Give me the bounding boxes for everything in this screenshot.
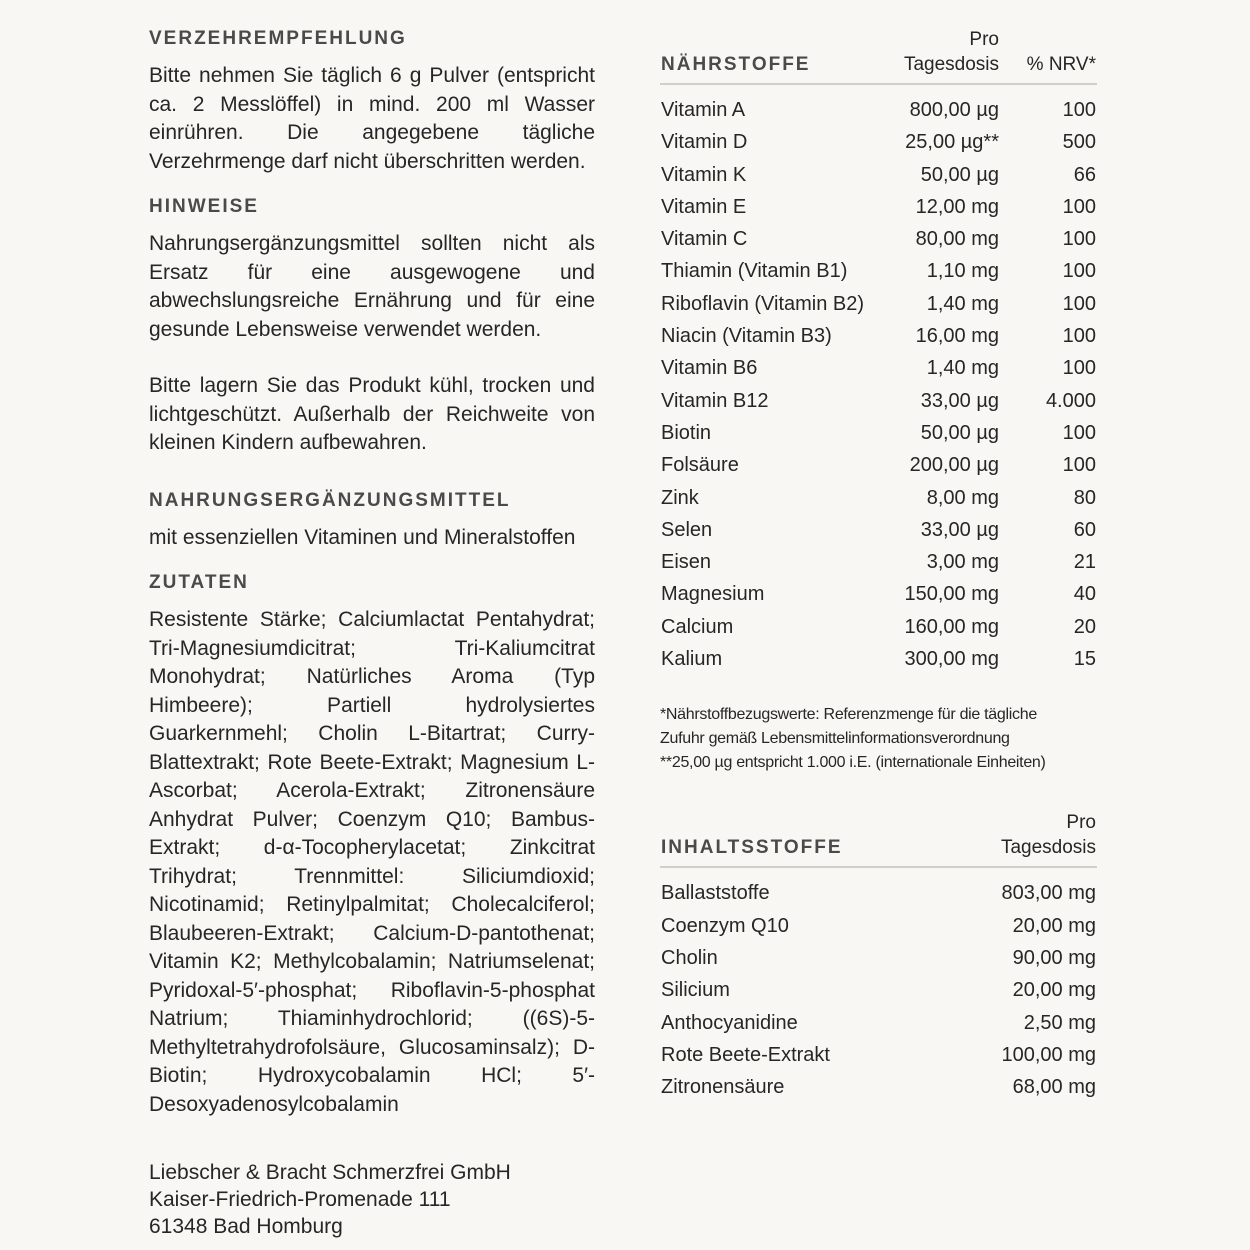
nutrients-footnotes <box>660 703 1097 775</box>
ingredient-row <box>660 1007 1097 1039</box>
left-column <box>149 26 595 1240</box>
nutrient-dose: 800,00 µg <box>909 99 999 121</box>
nutrient-nrv: 100 <box>1062 325 1096 348</box>
nutrient-row <box>660 223 1097 255</box>
nutrient-row <box>660 449 1097 481</box>
nutrient-nrv: 100 <box>1062 260 1096 283</box>
right-column <box>660 26 1097 1103</box>
nutrient-nrv: 100 <box>1062 421 1096 444</box>
ingredient-row <box>660 1071 1097 1103</box>
nutrient-nrv: 100 <box>1062 454 1096 477</box>
nutrient-nrv: 21 <box>1073 551 1096 574</box>
footnote-line-3: **25,00 µg entspricht 1.000 i.E. (internationale Einheiten) <box>660 754 1046 772</box>
ingredients-table-body <box>660 867 1097 1103</box>
col-dose-line1: Pro <box>969 29 999 50</box>
ingredient-name: Cholin <box>661 946 718 969</box>
nutrient-dose: 1,40 mg <box>926 292 999 315</box>
nutrient-row <box>660 352 1097 384</box>
nutrient-name: Riboflavin (Vitamin B2) <box>661 292 865 315</box>
nutrient-dose: 50,00 µg <box>920 163 999 186</box>
nutrient-dose: 150,00 mg <box>904 583 999 606</box>
heading-hinweise: HINWEISE <box>149 196 259 217</box>
nutrient-name: Calcium <box>661 615 734 638</box>
nutrient-nrv: 40 <box>1073 583 1096 606</box>
nutrient-name: Vitamin B12 <box>661 389 769 412</box>
col-nrv-header: % NRV* <box>1000 26 1097 84</box>
ingredient-dose: 20,00 mg <box>1012 979 1096 1002</box>
nutrient-dose: 8,00 mg <box>926 486 999 509</box>
nutrient-name: Niacin (Vitamin B3) <box>661 325 832 348</box>
nutrient-name: Biotin <box>661 421 712 444</box>
ingredient-dose: 2,50 mg <box>1023 1011 1096 1034</box>
col-dose-line2: Tagesdosis <box>1000 837 1096 859</box>
col-dose-header <box>892 26 1000 84</box>
nutrients-table-body <box>660 84 1097 675</box>
nutrient-nrv: 15 <box>1073 648 1096 671</box>
nutrient-row <box>660 159 1097 191</box>
notice-text-1: Nahrungsergänzungsmittel sollten nicht als Ersatz für eine ausgewogene und abwechslungsreiche Ernährung und für eine gesunde Lebensweise verwendet werden. <box>149 232 595 341</box>
nutrient-nrv: 100 <box>1062 357 1096 380</box>
nutrient-nrv: 100 <box>1062 228 1096 251</box>
ingredient-name: Ballaststoffe <box>661 882 770 905</box>
ingredient-dose: 90,00 mg <box>1012 946 1096 969</box>
footnote-line-2: Zufuhr gemäß Lebensmittelinformationsverordnung <box>660 730 1010 748</box>
nutrient-row <box>660 643 1097 675</box>
ingredient-name: Coenzym Q10 <box>661 914 789 937</box>
ingredient-dose: 20,00 mg <box>1012 914 1096 937</box>
nutrient-nrv: 500 <box>1062 131 1096 154</box>
nutrient-row <box>660 320 1097 352</box>
nutrients-table-header <box>660 26 1097 84</box>
nutrient-dose: 33,00 µg <box>920 389 999 412</box>
heading-verzehrempfehlung: VERZEHREMPFEHLUNG <box>149 28 407 49</box>
manufacturer-address <box>149 1159 595 1240</box>
notice-text-2: Bitte lagern Sie das Produkt kühl, trocken und lichtgeschützt. Außerhalb der Reichweite von kleinen Kindern aufbewahren. <box>149 374 595 454</box>
nutrient-dose: 1,10 mg <box>926 260 999 283</box>
ingredient-name: Anthocyanidine <box>661 1011 798 1034</box>
nutrient-nrv: 66 <box>1073 163 1096 186</box>
nutrient-dose: 25,00 µg** <box>905 131 999 154</box>
nutrient-row <box>660 84 1097 126</box>
nutrient-name: Zink <box>661 486 699 509</box>
nutrient-nrv: 20 <box>1073 615 1096 638</box>
nutrient-name: Vitamin K <box>661 163 747 186</box>
nutrient-row <box>660 255 1097 287</box>
street-address: Kaiser-Friedrich-Promenade 111 <box>149 1188 451 1211</box>
nutrient-nrv: 80 <box>1073 486 1096 509</box>
nutrient-name: Selen <box>661 518 713 541</box>
nutrient-row <box>660 288 1097 320</box>
ingredient-dose: 68,00 mg <box>1012 1076 1096 1099</box>
ingredient-name: Zitronensäure <box>661 1076 785 1099</box>
footnote-line-1: *Nährstoffbezugswerte: Referenzmenge für die tägliche <box>660 706 1037 724</box>
nutrient-dose: 200,00 µg <box>909 454 999 477</box>
ingredient-row <box>660 974 1097 1006</box>
nutrient-name: Magnesium <box>661 583 765 606</box>
city-address: 61348 Bad Homburg <box>149 1215 343 1238</box>
nutrient-name: Eisen <box>661 551 712 574</box>
nutrient-name: Folsäure <box>661 454 739 477</box>
nutrient-dose: 50,00 µg <box>920 421 999 444</box>
nutrient-name: Vitamin A <box>661 99 746 121</box>
ingredient-name: Silicium <box>661 979 730 1002</box>
nutrient-dose: 160,00 mg <box>904 615 999 638</box>
heading-nahrungsergaenzungsmittel: NAHRUNGSERGÄNZUNGSMITTEL <box>149 489 511 511</box>
ingredient-row <box>660 942 1097 974</box>
nutrient-nrv: 4.000 <box>1045 389 1096 412</box>
supplement-description: mit essenziellen Vitaminen und Mineralstoffen <box>149 525 576 549</box>
ingredients-table <box>660 809 1097 1103</box>
nutrient-dose: 33,00 µg <box>920 518 999 541</box>
col-dose-header-2 <box>946 809 1097 867</box>
nutrient-nrv: 100 <box>1062 195 1096 218</box>
ingredient-row <box>660 1039 1097 1071</box>
nutrient-name: Vitamin D <box>661 131 748 154</box>
nutrient-nrv: 60 <box>1073 518 1096 541</box>
nutrient-row <box>660 191 1097 223</box>
nutrient-dose: 16,00 mg <box>915 325 999 348</box>
nutrient-dose: 3,00 mg <box>926 551 999 574</box>
ingredients-table-header <box>660 809 1097 867</box>
nutrient-nrv: 100 <box>1062 292 1096 315</box>
nutrient-nrv: 100 <box>1062 99 1096 121</box>
nutrients-table <box>660 26 1097 675</box>
nutrient-name: Vitamin C <box>661 228 748 251</box>
ingredients-list-text: Resistente Stärke; Calciumlactat Pentahydrat; Tri-Magnesiumdicitrat; Tri-Kaliumcitrat Monohydrat; Natürliches Aroma (Typ Himbeere); Partiell hydrolysiertes Guarkernmehl; Cholin L-Bitartrat; Curry-Blattextrakt; Rote Beete-Extrakt; Magnesium L-Ascorbat; Acerola-Extrakt; Zitronensäure Anhydrat Pulver; Coenzym Q10; Bambus-Extrakt; d-α-Tocopherylacetat; Zinkcitrat Trihydrat; Trennmittel: Siliciumdioxid; Nicotinamid; Retinylpalmitat; Cholecalciferol; Blaubeeren-Extrakt; Calcium-D-pantothenat; Vitamin K2; Methylcobalamin; Natriumselenat; Pyridoxal-5′-phosphat; Riboflavin-5-phosphat Natrium; Thiaminhydrochlorid; ((6S)-5-Methyltetrahydrofolsäure, Glucosaminsalz); D-Biotin; Hydroxycobalamin HCl; 5′-Desoxyadenosylcobalamin <box>149 608 595 1116</box>
nutrient-row <box>660 417 1097 449</box>
ingredient-dose: 100,00 mg <box>1001 1043 1096 1066</box>
nutrient-name: Vitamin B6 <box>661 357 758 380</box>
col-dose-line2: Tagesdosis <box>903 54 999 75</box>
ingredient-row <box>660 910 1097 942</box>
nutrient-row <box>660 546 1097 578</box>
nutrient-row <box>660 482 1097 514</box>
nutrient-dose: 80,00 mg <box>915 228 999 251</box>
nutrient-row <box>660 578 1097 610</box>
nutrient-row <box>660 514 1097 546</box>
nutrients-title: NÄHRSTOFFE <box>660 26 892 84</box>
nutrient-name: Vitamin E <box>661 195 747 218</box>
company-name: Liebscher & Bracht Schmerzfrei GmbH <box>149 1161 511 1184</box>
nutrient-name: Kalium <box>661 648 723 671</box>
nutrient-name: Thiamin (Vitamin B1) <box>661 260 848 283</box>
nutrient-dose: 12,00 mg <box>915 195 999 218</box>
heading-zutaten: ZUTATEN <box>149 572 249 593</box>
ingredient-row <box>660 867 1097 909</box>
nutrient-row <box>660 611 1097 643</box>
ingredient-dose: 803,00 mg <box>1001 882 1096 905</box>
nutrient-dose: 300,00 mg <box>904 648 999 671</box>
dosage-text: Bitte nehmen Sie täglich 6 g Pulver (entspricht ca. 2 Messlöffel) in mind. 200 ml Wasser einrühren. Die angegebene tägliche Verzehrmenge darf nicht überschritten werden. <box>149 64 595 173</box>
ingredient-name: Rote Beete-Extrakt <box>661 1043 830 1066</box>
col-dose-line1: Pro <box>1066 812 1096 834</box>
nutrient-row <box>660 126 1097 158</box>
nutrient-row <box>660 385 1097 417</box>
ingredients-title: INHALTSSTOFFE <box>660 809 946 867</box>
nutrient-dose: 1,40 mg <box>926 357 999 380</box>
